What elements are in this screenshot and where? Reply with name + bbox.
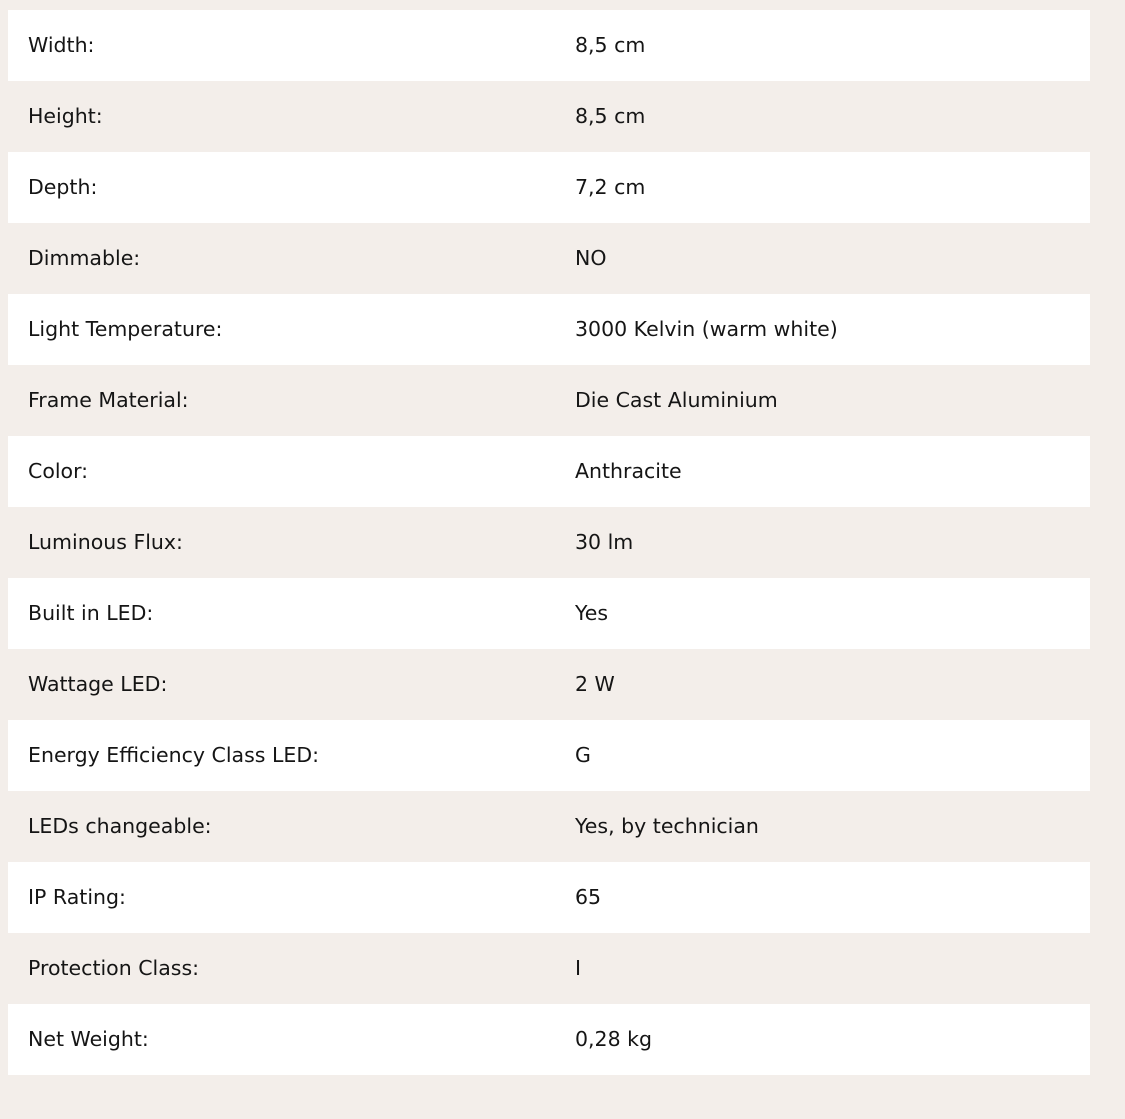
spec-label: Dimmable:: [28, 246, 141, 271]
spec-row-width: [8, 10, 1090, 81]
spec-label: Protection Class:: [28, 956, 200, 981]
spec-label: Depth:: [28, 175, 98, 200]
spec-value: G: [575, 743, 591, 768]
spec-value: 7,2 cm: [575, 175, 646, 200]
spec-label: Height:: [28, 104, 103, 129]
spec-row-height: [8, 81, 1090, 152]
spec-row-built-in-led: [8, 578, 1090, 649]
spec-row-depth: [8, 152, 1090, 223]
spec-label: Energy Efficiency Class LED:: [28, 743, 320, 768]
spec-label: LEDs changeable:: [28, 814, 212, 839]
spec-label: Net Weight:: [28, 1027, 149, 1052]
spec-value: 8,5 cm: [575, 33, 646, 58]
spec-value: 0,28 kg: [575, 1027, 653, 1052]
spec-row-net-weight: [8, 1004, 1090, 1075]
spec-value: 3000 Kelvin (warm white): [575, 317, 838, 342]
spec-value: 65: [575, 885, 602, 910]
spec-label: Light Temperature:: [28, 317, 223, 342]
spec-value: Yes, by technician: [575, 814, 759, 839]
spec-label: Wattage LED:: [28, 672, 168, 697]
spec-value: 8,5 cm: [575, 104, 646, 129]
spec-label: IP Rating:: [28, 885, 126, 910]
spec-value: Anthracite: [575, 459, 682, 484]
spec-row-luminous-flux: [8, 507, 1090, 578]
spec-row-leds-changeable: [8, 791, 1090, 862]
spec-value: Yes: [575, 601, 609, 626]
specifications-table: [8, 10, 1090, 1075]
spec-value: 2 W: [575, 672, 615, 697]
spec-row-color: [8, 436, 1090, 507]
spec-row-dimmable: [8, 223, 1090, 294]
spec-label: Color:: [28, 459, 89, 484]
spec-value: Die Cast Aluminium: [575, 388, 778, 413]
spec-value: NO: [575, 246, 607, 271]
spec-label: Width:: [28, 33, 95, 58]
spec-label: Built in LED:: [28, 601, 154, 626]
spec-row-frame-material: [8, 365, 1090, 436]
spec-row-ip-rating: [8, 862, 1090, 933]
spec-row-energy-efficiency-class-led: [8, 720, 1090, 791]
spec-label: Frame Material:: [28, 388, 189, 413]
spec-value: I: [575, 956, 582, 981]
spec-label: Luminous Flux:: [28, 530, 183, 555]
spec-row-protection-class: [8, 933, 1090, 1004]
spec-row-wattage-led: [8, 649, 1090, 720]
spec-value: 30 lm: [575, 530, 634, 555]
spec-row-light-temperature: [8, 294, 1090, 365]
